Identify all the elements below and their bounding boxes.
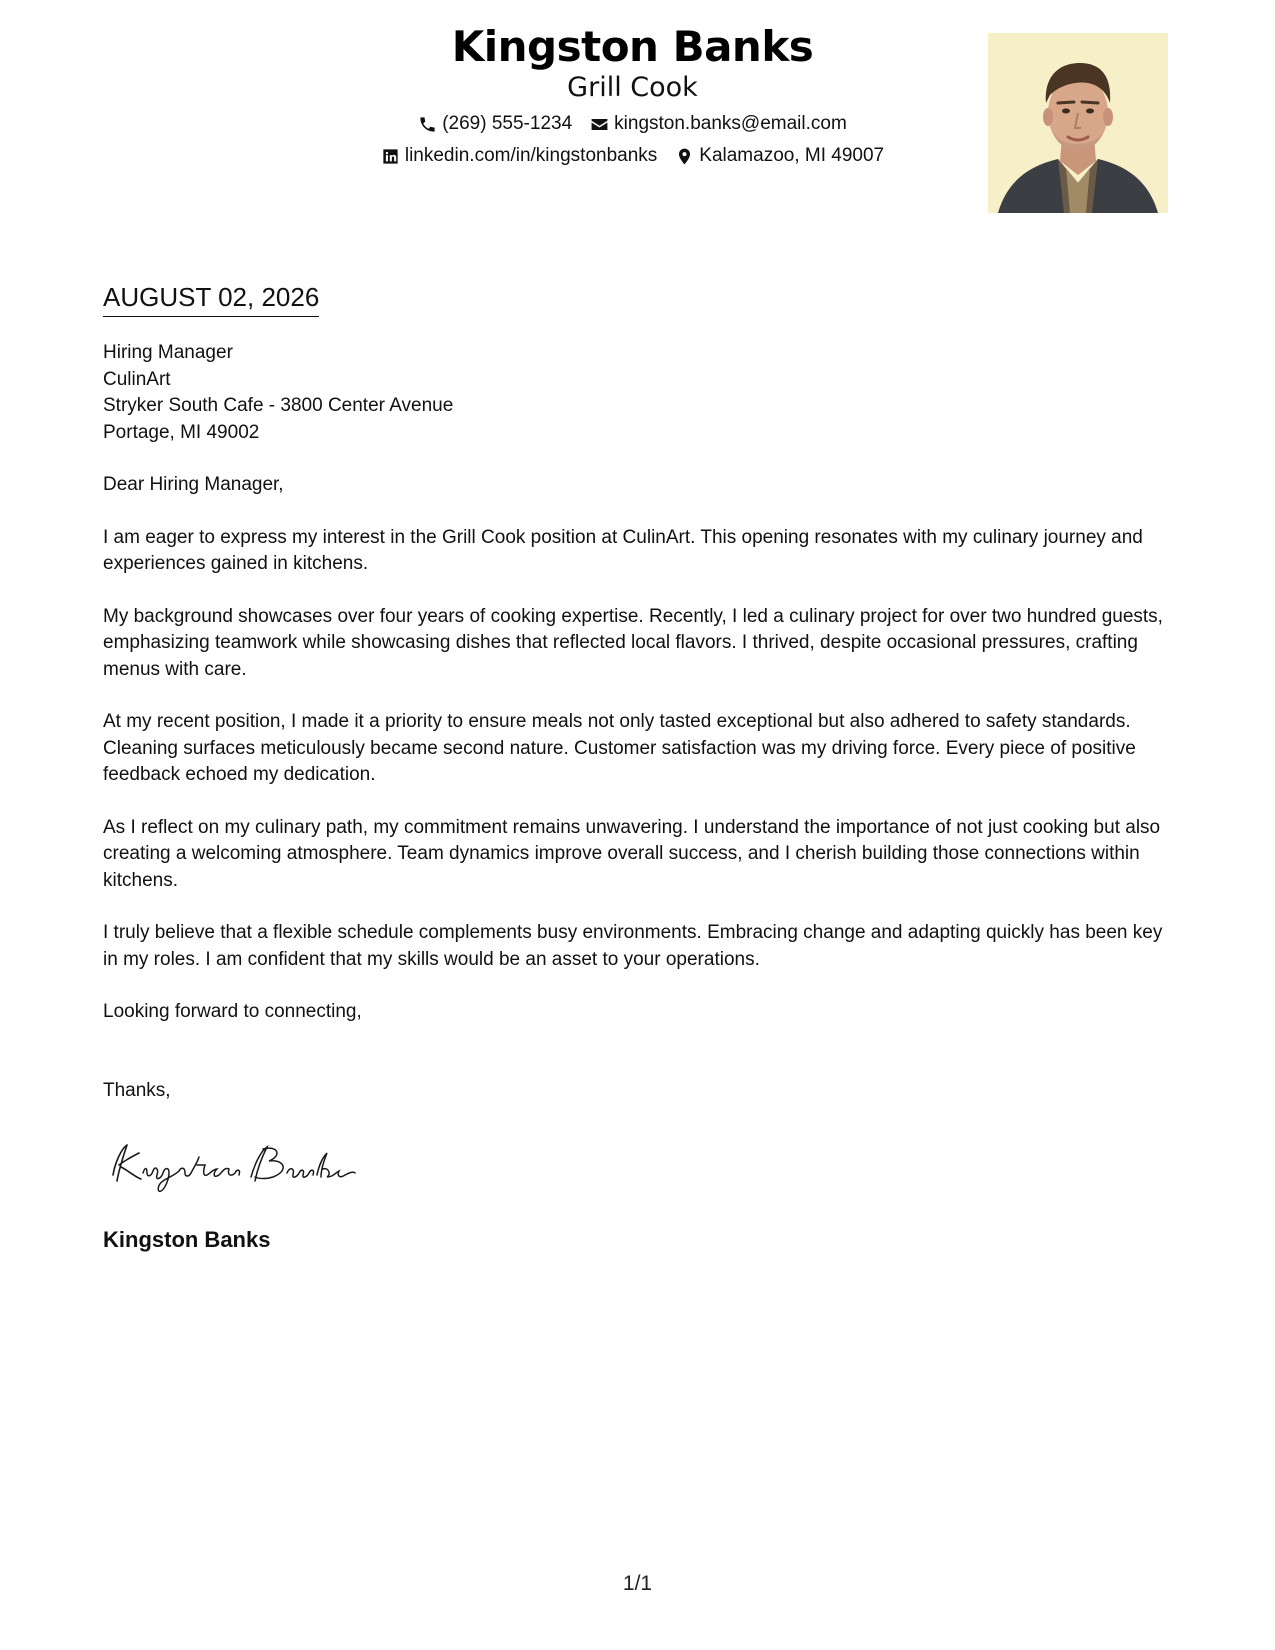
map-marker-icon [675,147,694,166]
applicant-name: Kingston Banks [451,22,814,71]
sign-off: Thanks, [103,1079,171,1101]
contact-linkedin [381,144,657,168]
email-text: kingston.banks@email.com [614,113,847,134]
phone-icon [418,115,437,134]
portrait-image [988,33,1168,213]
page-number: 1/1 [622,1572,653,1595]
signer-name: Kingston Banks [103,1227,271,1252]
contact-location [675,144,884,168]
recipient-address-line2: Portage, MI 49002 [103,421,260,443]
profile-photo [988,33,1168,213]
contact-phone [418,112,572,136]
paragraph: My background showcases over four years of cooking expertise. Recently, I led a culinary project for over two hundred guests, emphasizing teamwork while showcasing dishes that reflected local flavors. I thrived, despite occasional pressures, crafting menus with care. [103,605,1163,680]
paragraph: I truly believe that a flexible schedule complements busy environments. Embracing change and adapting quickly has been key in my roles. I am confident that my skills would be an asset to your operations. [103,922,1163,970]
linkedin-icon [381,147,400,166]
paragraph: I am eager to express my interest in the Grill Cook position at CulinArt. This opening resonates with my culinary journey and experiences gained in kitchens. [103,526,1143,574]
contact-email [590,112,847,136]
recipient-company: CulinArt [103,368,171,390]
recipient-block [103,340,1178,446]
paragraph: As I reflect on my culinary path, my commitment remains unwavering. I understand the importance of not just cooking but also creating a welcoming atmosphere. Team dynamics improve overall success, and I cherish building those connections within kitchens. [103,816,1161,891]
recipient-address-line1: Stryker South Cafe - 3800 Center Avenue [103,395,454,416]
closing: Looking forward to connecting, [103,1001,362,1022]
salutation: Dear Hiring Manager, [103,474,284,495]
letter-date: AUGUST 02, 2026 [103,280,319,317]
paragraph: At my recent position, I made it a priority to ensure meals not only tasted exceptional but also adhered to safety standards. Cleaning surfaces meticulously became second nature. Customer satisfaction was my driving force. Every piece of positive feedback echoed my dedication. [103,711,1136,785]
handwritten-signature [105,1135,365,1195]
linkedin-text: linkedin.com/in/kingstonbanks [404,145,658,166]
signature-image [105,1135,365,1195]
envelope-icon [590,115,609,134]
phone-text: (269) 555-1234 [442,113,573,134]
job-title: Grill Cook [567,72,698,103]
letter-body [103,340,1178,1130]
recipient-title: Hiring Manager [103,342,233,363]
location-text: Kalamazoo, MI 49007 [699,145,885,166]
